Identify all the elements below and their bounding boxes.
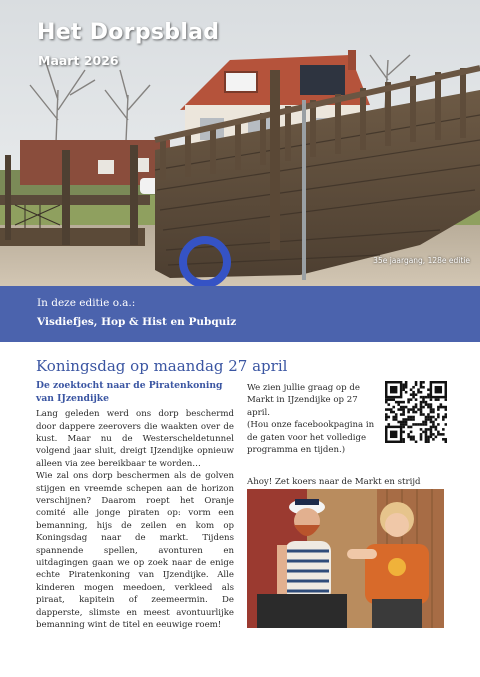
call-to-action: Ahoy! Zet koers naar de Markt en strijd [247, 477, 421, 488]
article-paragraph-1: Lang geleden werd ons dorp beschermd door dappere zeerovers die waakten over de kust. Maar nu de Westerscheldetunnel volgend jaar sluit, dreigt IJzendijke opnieuw alleen via zee bereikbaar te worden… [36, 409, 234, 469]
contents-kicker: In deze editie o.a.: [37, 297, 136, 309]
event-invitation: We zien jullie graag op de Markt in IJzendijke op 27 april. [247, 383, 360, 418]
issue-date: Maart 2026 [38, 53, 119, 68]
article-paragraph-2: Wie zal ons dorp beschermen als de golven stijgen en vreemde schepen aan de horizon verschijnen? Daarom roept het Oranje comité alle jonge piraten op: vorm een bemanning, hijs de zeilen en kom op Koningsdag naar de markt. Tijdens spannende spellen, avonturen en uitdagingen gaan we op zoek naar de enige echte Piratenkoning van IJzendijke. Alle kinderen mogen meedoen, verkleed als piraat, kapitein of zeemeermin. De dapperste, slimste en meest avontuurlijke bemanning wint de titel en eeuwige roem! [36, 471, 234, 631]
facebook-note: (Hou onze facebookpagina in de gaten voor het volledige programma en tijden.) [247, 420, 375, 456]
article-subhead: De zoektocht naar de Piratenkoning van IJzendijke [36, 380, 223, 404]
masthead-title: Het Dorpsblad [37, 20, 220, 45]
qr-code-graphic [385, 381, 447, 443]
article-left-column [36, 380, 234, 632]
contents-banner [0, 286, 480, 342]
cover-photo [0, 0, 480, 286]
pirate-and-child-illustration [247, 489, 444, 628]
qr-code-icon[interactable] [385, 381, 447, 443]
article-headline: Koningsdag op maandag 27 april [36, 357, 288, 375]
pirate-photo [247, 489, 444, 628]
contents-topics: Visdiefjes, Hop & Hist en Pubquiz [37, 316, 237, 328]
edition-label: 35e jaargang, 128e editie [373, 256, 470, 265]
